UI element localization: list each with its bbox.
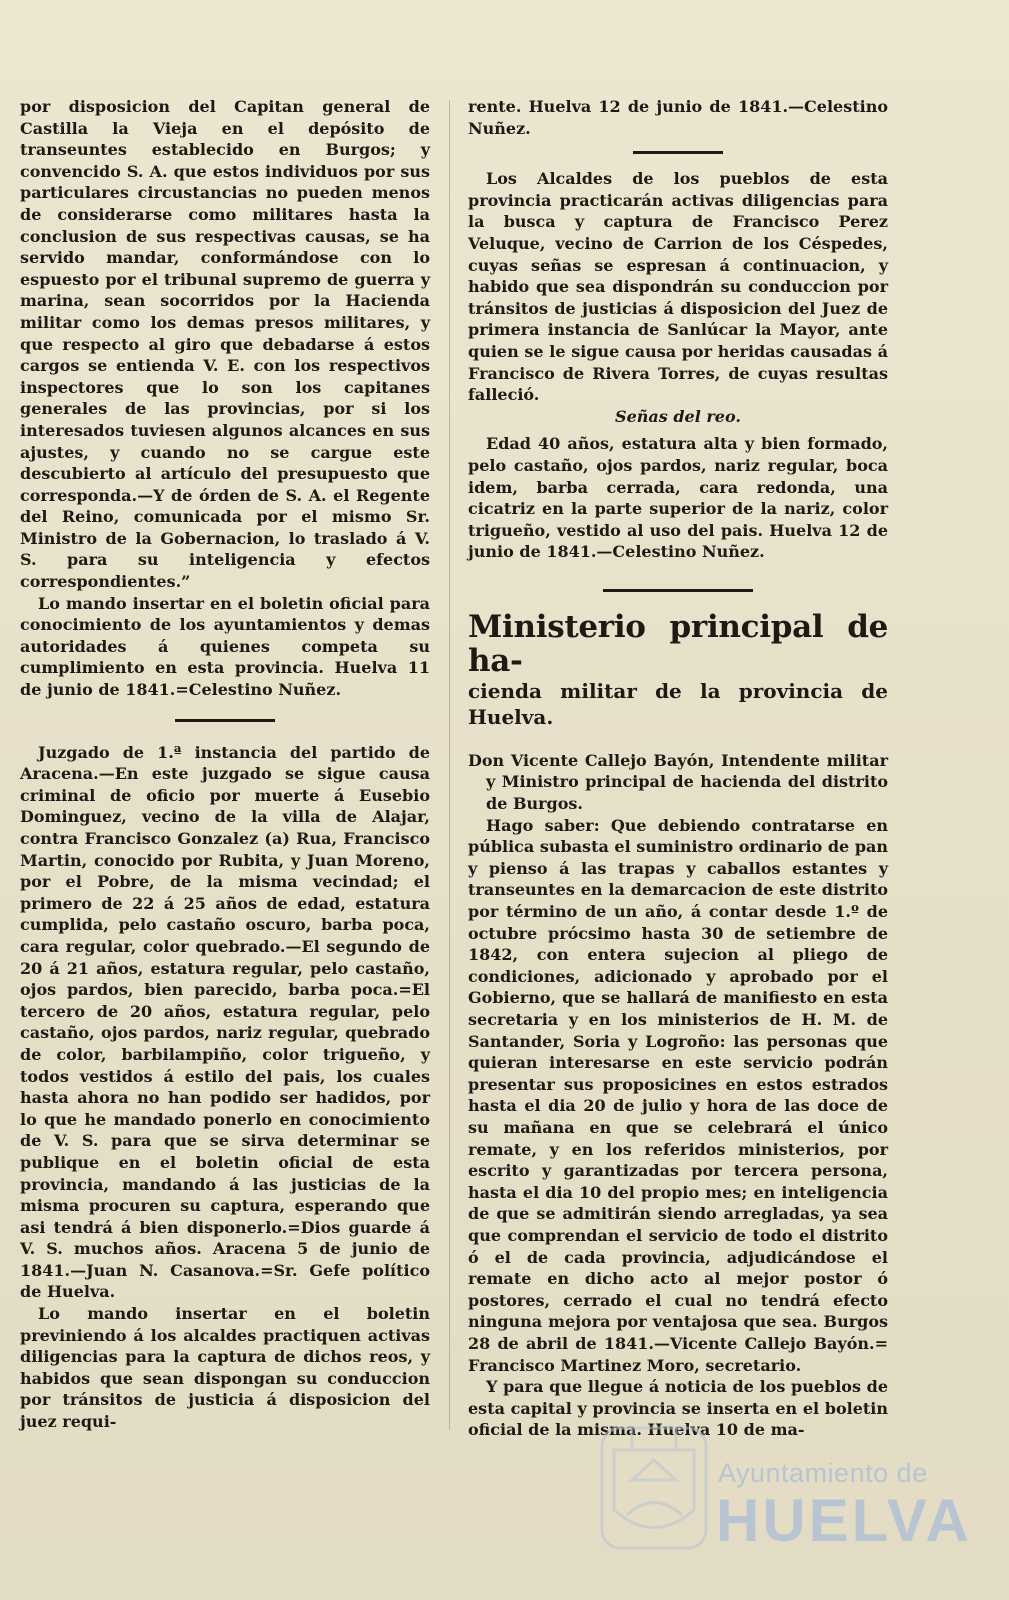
paragraph-insert-order-3: Y para que llegue á noticia de los pueblos de esta capital y provincia se inserta en el boletin oficial de la misma. Huelva 10 de ma- xyxy=(468,1377,888,1440)
section-separator xyxy=(633,151,723,154)
watermark-line1: Ayuntamiento de xyxy=(718,1458,928,1488)
paragraph-intendente: Don Vicente Callejo Bayón, Intendente militar y Ministro principal de hacienda del distrito de Burgos. xyxy=(468,750,888,814)
paragraph-hago-saber: Hago saber: Que debiendo contratarse en pública subasta el suministro ordinario de pan y pienso á las trapas y caballos estantes y transeuntes en la demarcacion de este distrito por término de un año, á contar desde 1.º de octubre prócsimo hasta 30 de setiembre de 1842, con entera sujecion al pliego de condiciones, adicionado y aprobado por el Gobierno, que se hallará de manifiesto en esta secretaria y en los ministerios de H. M. de Santander, Soria y Logroño: las personas que quieran interesarse en este servicio podrán presentar sus proposicines en estos estrados hasta el dia 20 de julio y hora de las doce de su mañana en que se celebrará el único remate, y en los referidos ministerios, por escrito y garantizadas por tercera persona, hasta el dia 10 del propio mes; en inteligencia de que se admitirán siendo arregladas, ya sea que comprendan el servicio de todo el distrito ó el de cada provincia, adjudicándose el remate en dicho acto al mejor postor ó postores, cerrado el cual no tendrá efecto ninguna mejora por ventajosa que sea. Burgos 28 de abril de 1841.—Vicente Callejo Bayón.= Francisco Martinez Moro, secretario. xyxy=(468,815,888,1375)
section-separator xyxy=(175,719,275,722)
section-subheading: cienda militar de la provincia de Huelva. xyxy=(468,678,888,729)
paragraph-alcaldes: Los Alcaldes de los pueblos de esta provincia practicarán activas diligencias para la busca y captura de Francisco Perez Veluque, vecino de Carrion de los Céspedes, cuyas señas se espresan á continuacion, y habido que sea dispondrán su conduccion por tránsitos de justicias á disposicion del Juez de primera instancia de Sanlúcar la Mayor, ante quien se le sigue causa por heridas causadas á Francisco de Rivera Torres, de cuyas resultas falleció. xyxy=(468,169,888,405)
paragraph-insert-order-2: Lo mando insertar en el boletin previniendo á los alcaldes practiquen activas diligencias para la captura de dichos reos, y habidos que sean dispongan su conduccion por tránsitos de justicia á disposicion del juez requi- xyxy=(20,1304,430,1432)
section-heading: Ministerio principal de ha- xyxy=(468,608,888,679)
column-divider xyxy=(449,100,450,1430)
watermark-line2: HUELVA xyxy=(716,1487,972,1554)
section-separator xyxy=(603,589,753,592)
right-column xyxy=(468,96,888,1441)
paragraph-insert-order: Lo mando insertar en el boletin oficial para conocimiento de los ayuntamientos y demas autoridades á quienes competa su cumplimiento en esta provincia. Huelva 11 de junio de 1841.=Celestino Nuñez. xyxy=(20,593,430,700)
left-column xyxy=(20,96,430,1433)
paragraph-juzgado-aracena: Juzgado de 1.ª instancia del partido de Aracena.—En este juzgado se sigue causa criminal de oficio por muerte á Eusebio Dominguez, vecino de la villa de Alajar, contra Francisco Gonzalez (a) Rua, Francisco Martin, conocido por Rubita, y Juan Moreno, por el Pobre, de la misma vecindad; el primero de 22 á 25 años de edad, estatura cumplida, pelo castaño oscuro, barba poca, cara regular, color quebrado.—El segundo de 20 á 21 años, estatura regular, pelo castaño, ojos pardos, bien parecido, barba poca.=El tercero de 20 años, estatura regular, pelo castaño, ojos pardos, nariz regular, quebrado de color, barbilampiño, color trigueño, y todos vestidos á estilo del pais, los cuales hasta ahora no han podido ser hadidos, por lo que he mandado ponerlo en conocimiento de V. S. para que se sirva determinar se publique en el boletin oficial de esta provincia, mandando á las justicias de la misma procuren su captura, esperando que asi tendrá á bien disponerlo.=Dios guarde á V. S. muchos años. Aracena 5 de junio de 1841.—Juan N. Casanova.=Sr. Gefe político de Huelva. xyxy=(20,742,430,1302)
paragraph-senas: Edad 40 años, estatura alta y bien formado, pelo castaño, ojos pardos, nariz regular, boca idem, barba cerrada, cara redonda, una cicatriz en la parte superior de la nariz, color trigueño, vestido al uso del pais. Huelva 12 de junio de 1841.—Celestino Nuñez. xyxy=(468,434,888,562)
senas-heading: Señas del reo. xyxy=(615,406,741,426)
paragraph-continuation-right: rente. Huelva 12 de junio de 1841.—Celestino Nuñez. xyxy=(468,97,888,138)
paragraph-continuation: por disposicion del Capitan general de Castilla la Vieja en el depósito de transeuntes establecido en Burgos; y convencido S. A. que estos individuos por sus particulares circustancias no pueden menos de considerarse como militares hasta la conclusion de sus respectivas causas, se ha servido mandar, conformándose con lo espuesto por el tribunal supremo de guerra y marina, sean socorridos por la Hacienda militar como los demas presos militares, y que respecto al giro que debadarse á estos cargos se entienda V. E. con los respectivos inspectores que lo son los capitanes generales de las provincias, por si los interesados tuviesen algunos alcances en sus ajustes, y cuando no se cargue este descubierto al artículo del presupuesto que corresponda.—Y de órden de S. A. el Regente del Reino, comunicada por el mismo Sr. Ministro de la Gobernacion, lo traslado á V. S. para su inteligencia y efectos correspondientes.” xyxy=(20,97,430,592)
